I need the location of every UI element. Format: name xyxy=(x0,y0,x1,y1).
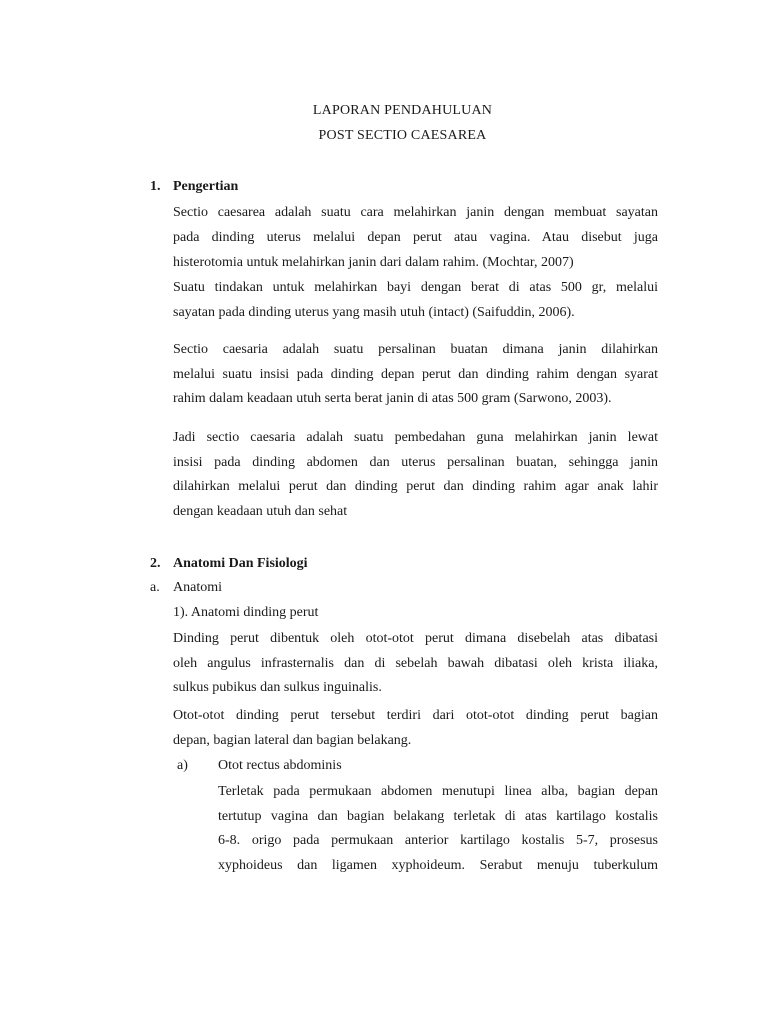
paragraph-line: xyphoideus dan ligamen xyphoideum. Serabut menuju tuberkulum xyxy=(218,857,658,873)
paragraph-line: Otot-otot dinding perut tersebut terdiri dari otot-otot dinding perut bagian xyxy=(173,708,658,723)
section-2-number: 2. xyxy=(150,556,161,571)
paragraph-line: dilahirkan melalui perut dan dinding perut dan dinding rahim agar anak lahir xyxy=(173,479,658,495)
section-1-paragraph-4 xyxy=(173,426,658,524)
sub-item-label: Otot rectus abdominis xyxy=(218,758,342,773)
item-1-label: 1). Anatomi dinding perut xyxy=(173,605,319,620)
section-2-paragraph-1 xyxy=(173,627,658,701)
section-1-paragraph-2 xyxy=(173,276,658,325)
section-1-number: 1. xyxy=(150,179,161,194)
document-title-line1: LAPORAN PENDAHULUAN xyxy=(312,103,493,118)
paragraph-line: sayatan pada dinding uterus yang masih utuh (intact) (Saifuddin, 2006). xyxy=(173,304,575,320)
section-2-paragraph-3 xyxy=(218,780,658,878)
subsection-a-label: Anatomi xyxy=(173,580,222,595)
paragraph-line: oleh angulus infrasternalis dan di sebelah bawah dibatasi oleh krista iliaka, xyxy=(173,655,658,671)
paragraph-line: melalui suatu insisi pada dinding depan perut dan dinding rahim dengan syarat xyxy=(173,366,658,382)
paragraph-line: Sectio caesaria adalah suatu persalinan buatan dimana janin dilahirkan xyxy=(173,342,658,357)
paragraph-line: Dinding perut dibentuk oleh otot-otot perut dimana disebelah atas dibatasi xyxy=(173,631,658,646)
section-1-title: Pengertian xyxy=(173,179,239,194)
paragraph-line: insisi pada dinding abdomen dan uterus persalinan buatan, sehingga janin xyxy=(173,454,658,470)
paragraph-line: rahim dalam keadaan utuh serta berat janin di atas 500 gram (Sarwono, 2003). xyxy=(173,391,612,407)
paragraph-line: sulkus pubikus dan sulkus inguinalis. xyxy=(173,680,382,696)
paragraph-line: Sectio caesarea adalah suatu cara melahirkan janin dengan membuat sayatan xyxy=(173,205,658,220)
paragraph-line: histerotomia untuk melahirkan janin dari dalam rahim. (Mochtar, 2007) xyxy=(173,254,574,270)
paragraph-line: tertutup vagina dan bagian belakang terletak di atas kartilago kostalis xyxy=(218,808,658,824)
section-1-paragraph-3 xyxy=(173,338,658,412)
paragraph-line: dengan keadaan utuh dan sehat xyxy=(173,503,348,519)
paragraph-line: 6-8. origo pada permukaan anterior kartilago kostalis 5-7, prosesus xyxy=(218,833,658,849)
sub-item-marker: a) xyxy=(177,758,188,773)
document-title-line2: POST SECTIO CAESAREA xyxy=(318,128,487,143)
paragraph-line: Jadi sectio caesaria adalah suatu pembedahan guna melahirkan janin lewat xyxy=(173,430,658,445)
section-1-paragraph-1 xyxy=(173,201,658,226)
paragraph-line: Terletak pada permukaan abdomen menutupi linea alba, bagian depan xyxy=(218,784,658,799)
section-2-paragraph-2 xyxy=(173,704,658,753)
subsection-a-marker: a. xyxy=(150,580,160,595)
paragraph-line: Suatu tindakan untuk melahirkan bayi dengan berat di atas 500 gr, melalui xyxy=(173,280,658,295)
paragraph-line: depan, bagian lateral dan bagian belakang. xyxy=(173,732,412,748)
paragraph-line: pada dinding uterus melalui depan perut atau vagina. Atau disebut juga xyxy=(173,230,658,245)
section-2-title: Anatomi Dan Fisiologi xyxy=(173,556,308,571)
section-1-paragraph-1-cont xyxy=(173,226,658,275)
